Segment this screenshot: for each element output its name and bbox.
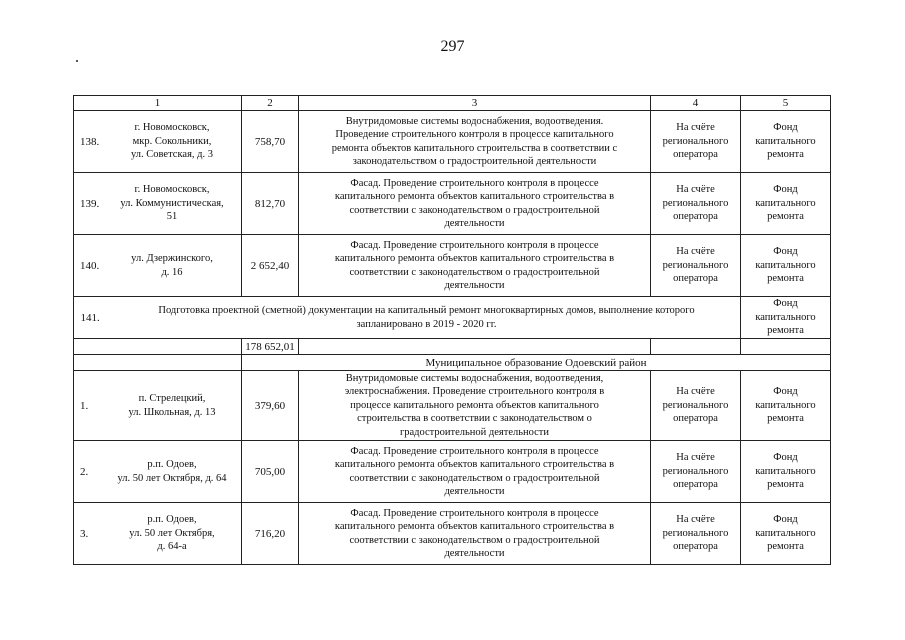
fund-cell: Фонд капитального ремонта <box>741 297 831 339</box>
address-cell <box>74 111 242 173</box>
work-cell: Фасад. Проведение строительного контроля в процессе капитального ремонта объектов капитального строительства в соответствии с законодательством о градостроительной деятельности <box>299 235 651 297</box>
address-text: п. Стрелецкий, ул. Школьная, д. 13 <box>128 393 216 418</box>
total-cost: 178 652,01 <box>242 339 299 355</box>
page-number: 297 <box>440 38 465 55</box>
empty-cell <box>74 339 242 355</box>
cost-cell: 758,70 <box>242 111 299 173</box>
row-number: 140. <box>80 259 100 272</box>
cost-cell: 379,60 <box>242 371 299 441</box>
address-cell <box>74 173 242 235</box>
row-number: 139. <box>80 197 100 210</box>
cost-cell: 716,20 <box>242 503 299 565</box>
empty-cell <box>74 355 242 371</box>
section-row <box>74 355 831 371</box>
row-number: 1. <box>80 399 89 412</box>
address-text: г. Новомосковск, мкр. Сокольники, ул. Советская, д. 3 <box>131 122 213 161</box>
account-cell: На счёте регионального оператора <box>651 441 741 503</box>
cost-cell: 812,70 <box>242 173 299 235</box>
address-text: р.п. Одоев, ул. 50 лет Октября, д. 64 <box>117 459 227 484</box>
fund-cell: Фонд капитального ремонта <box>741 235 831 297</box>
address-text: р.п. Одоев, ул. 50 лет Октября, д. 64-а <box>129 514 215 553</box>
table-row <box>74 173 831 235</box>
table-header-row <box>74 96 831 111</box>
work-cell: Внутридомовые системы водоснабжения, водоотведения, электроснабжения. Проведение строительного контроля в процессе капитального ремонта объектов капитального строительства в соответствии с законодательством о градостроительной деятельности <box>299 371 651 441</box>
fund-cell: Фонд капитального ремонта <box>741 503 831 565</box>
table-row <box>74 297 831 339</box>
account-cell: На счёте регионального оператора <box>651 235 741 297</box>
work-cell: Фасад. Проведение строительного контроля в процессе капитального ремонта объектов капитального строительства в соответствии с законодательством о градостроительной деятельности <box>299 173 651 235</box>
row-number: 138. <box>80 135 100 148</box>
address-cell <box>74 371 242 441</box>
address-text: ул. Дзержинского, д. 16 <box>131 253 213 278</box>
capital-repair-table <box>73 95 831 565</box>
row-number: 141. <box>80 311 100 324</box>
address-cell <box>74 235 242 297</box>
row-number: 2. <box>80 465 89 478</box>
section-title: Муниципальное образование Одоевский район <box>242 355 831 371</box>
fund-cell: Фонд капитального ремонта <box>741 173 831 235</box>
total-row <box>74 339 831 355</box>
fund-cell: Фонд капитального ремонта <box>741 111 831 173</box>
account-cell: На счёте регионального оператора <box>651 503 741 565</box>
header-cell: 1 <box>74 96 242 111</box>
address-cell <box>74 503 242 565</box>
work-cell: Внутридомовые системы водоснабжения, водоотведения. Проведение строительного контроля в процессе капитального ремонта объектов капитального строительства в соответствии с законодательством о градостроительной деятельности <box>299 111 651 173</box>
cost-cell: 705,00 <box>242 441 299 503</box>
account-cell: На счёте регионального оператора <box>651 371 741 441</box>
header-cell: 2 <box>242 96 299 111</box>
table-row <box>74 371 831 441</box>
table-row <box>74 235 831 297</box>
header-cell: 5 <box>741 96 831 111</box>
cost-cell: 2 652,40 <box>242 235 299 297</box>
fund-cell: Фонд капитального ремонта <box>741 441 831 503</box>
project-docs-cell <box>74 297 741 339</box>
table-row <box>74 503 831 565</box>
table-row <box>74 441 831 503</box>
work-cell: Фасад. Проведение строительного контроля в процессе капитального ремонта объектов капитального строительства в соответствии с законодательством о градостроительной деятельности <box>299 503 651 565</box>
empty-cell <box>651 339 741 355</box>
project-docs-text: Подготовка проектной (сметной) документации на капитальный ремонт многоквартирных домов, выполнение которого запланировано в 2019 - 2020 гг. <box>158 305 695 330</box>
scan-mark <box>76 60 78 62</box>
address-text: г. Новомосковск, ул. Коммунистическая, 51 <box>120 184 224 223</box>
address-cell <box>74 441 242 503</box>
empty-cell <box>299 339 651 355</box>
empty-cell <box>741 339 831 355</box>
table-row <box>74 111 831 173</box>
account-cell: На счёте регионального оператора <box>651 173 741 235</box>
header-cell: 3 <box>299 96 651 111</box>
work-cell: Фасад. Проведение строительного контроля в процессе капитального ремонта объектов капитального строительства в соответствии с законодательством о градостроительной деятельности <box>299 441 651 503</box>
row-number: 3. <box>80 527 89 540</box>
header-cell: 4 <box>651 96 741 111</box>
account-cell: На счёте регионального оператора <box>651 111 741 173</box>
fund-cell: Фонд капитального ремонта <box>741 371 831 441</box>
